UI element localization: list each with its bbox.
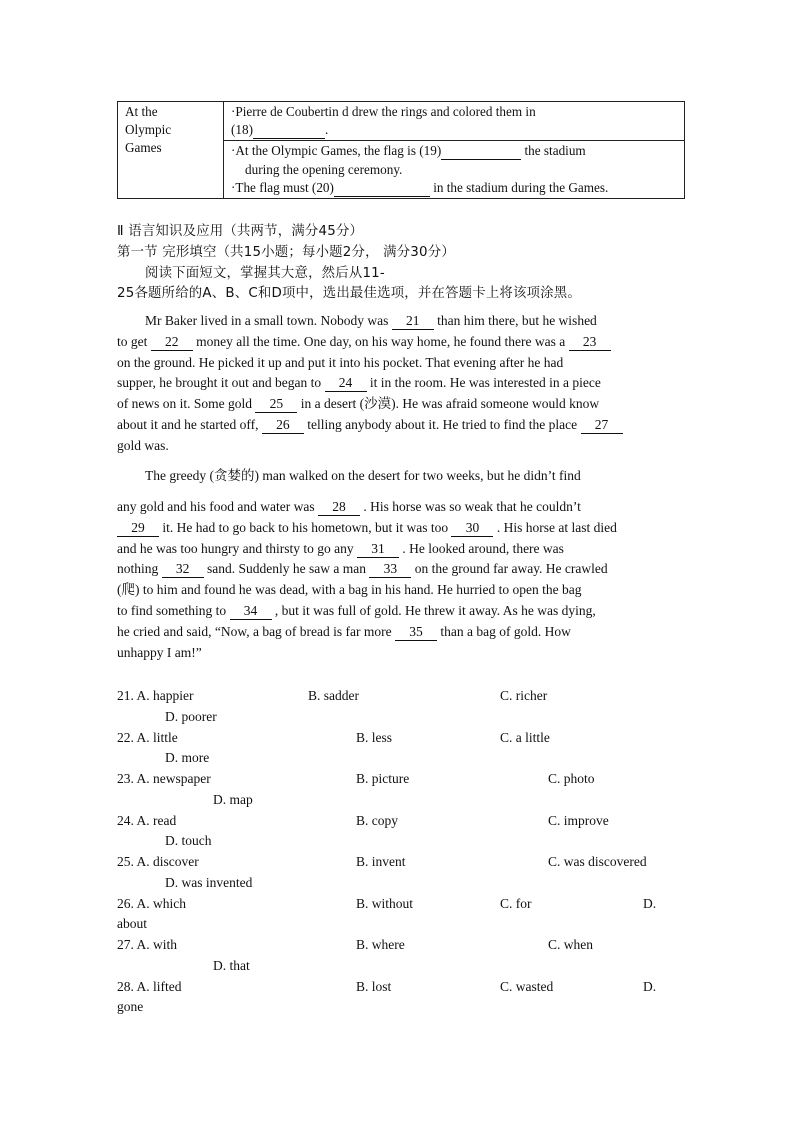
passage-text: in a desert (沙漠). He was afraid someone would know [297, 396, 600, 412]
cloze-blank[interactable]: 24 [325, 375, 367, 392]
row-text: the stadium [521, 143, 586, 159]
option-d[interactable]: D. was invented [165, 874, 253, 890]
passage-text: it. He had to go back to his hometown, but it was too [159, 519, 452, 535]
passage-text: . His horse at last died [493, 519, 617, 535]
passage-paragraph-2 [117, 497, 687, 663]
passage-text: of news on it. Some gold [117, 396, 256, 412]
cloze-blank[interactable]: 27 [581, 417, 623, 434]
label-line: Games [125, 140, 162, 156]
passage-text: money all the time. One day, on his way home, he found there was a [192, 333, 569, 349]
passage-text: , but it was full of gold. He threw it away. As he was dying, [271, 602, 596, 618]
passage-text: sand. Suddenly he saw a man [203, 561, 370, 577]
instruction-line: 阅读下面短文，掌握其大意，然后从11- [145, 265, 385, 281]
option-a[interactable]: 22. A. little [117, 729, 178, 745]
option-b[interactable]: B. without [356, 895, 414, 911]
section-heading: Ⅱ 语言知识及应用（共两节，满分45分） [117, 224, 364, 239]
option-b[interactable]: B. sadder [308, 688, 359, 703]
option-b[interactable]: B. copy [356, 812, 398, 828]
label-line: At the [125, 104, 158, 119]
cloze-blank[interactable]: 30 [451, 520, 493, 537]
row-text: in the stadium during the Games. [429, 179, 609, 195]
passage-text: than him there, but he wished [433, 313, 597, 328]
cloze-blank[interactable]: 25 [255, 396, 297, 413]
cloze-blank[interactable]: 28 [318, 499, 360, 516]
passage-line [117, 643, 687, 664]
option-d-text[interactable]: gone [117, 999, 144, 1015]
option-d[interactable]: D. [643, 895, 657, 911]
passage-line [117, 518, 687, 539]
answer-blank[interactable] [334, 180, 430, 197]
passage-text: Mr Baker lived in a small town. Nobody was [145, 313, 392, 328]
passage-text: any gold and his food and water was [117, 499, 318, 514]
option-d[interactable]: D. that [213, 957, 250, 973]
passage-line [117, 394, 687, 415]
option-b[interactable]: B. less [356, 729, 393, 745]
option-c[interactable]: C. wasted [500, 978, 554, 994]
passage-line [117, 436, 687, 457]
passage-line [117, 311, 687, 332]
passage-text: it in the room. He was interested in a piece [366, 375, 601, 391]
passage-text: than a bag of gold. How [437, 623, 571, 639]
option-b[interactable]: B. invent [356, 854, 406, 869]
passage-text: about it and he started off, [117, 416, 262, 432]
table-row-18 [224, 102, 685, 141]
passage-line [117, 539, 687, 560]
option-b[interactable]: B. picture [356, 771, 410, 786]
cloze-blank[interactable]: 32 [162, 561, 204, 578]
option-a[interactable]: 25. A. discover [117, 854, 199, 869]
option-c[interactable]: C. richer [500, 688, 548, 703]
question-row [117, 811, 687, 853]
passage-text: (爬) to him and found he was dead, with a bag in his hand. He hurried to open the bag [117, 582, 582, 598]
option-a[interactable]: 23. A. newspaper [117, 771, 211, 786]
passage-text: telling anybody about it. He tried to find the place [303, 416, 581, 432]
cloze-blank[interactable]: 29 [117, 520, 159, 537]
table-row-19-20 [224, 141, 685, 199]
row-text: during the opening ceremony. [245, 161, 403, 177]
passage-text: and he was too hungry and thirsty to go any [117, 540, 357, 556]
option-c[interactable]: C. when [548, 937, 593, 952]
row-text: ·Pierre de Coubertin d drew the rings and colored them in [231, 104, 536, 119]
question-row [117, 977, 687, 1019]
option-c[interactable]: C. a little [500, 729, 550, 745]
option-a[interactable]: 28. A. lifted [117, 978, 182, 994]
blank-number: (18) [231, 122, 253, 138]
question-row [117, 728, 687, 770]
punct: . [324, 122, 329, 138]
option-d[interactable]: D. touch [165, 833, 212, 849]
passage-line [117, 580, 687, 601]
option-a[interactable]: 26. A. which [117, 895, 186, 911]
passage-text: . He looked around, there was [398, 540, 564, 556]
question-options [117, 686, 687, 1018]
section-header [117, 222, 687, 305]
option-d[interactable]: D. [643, 978, 657, 994]
passage-text: on the ground. He picked it up and put it into his pocket. That evening after he had [117, 354, 564, 370]
passage-text: he cried and said, “Now, a bag of bread is far more [117, 623, 396, 639]
passage-text: unhappy I am!” [117, 644, 202, 660]
passage-line [117, 415, 687, 436]
passage-text: nothing [117, 561, 162, 577]
cloze-blank[interactable]: 21 [392, 313, 434, 330]
option-c[interactable]: C. was discovered [548, 854, 647, 869]
passage-line [117, 601, 687, 622]
row-text: ·At the Olympic Games, the flag is (19) [231, 143, 442, 159]
option-c[interactable]: C. for [500, 895, 532, 911]
option-a[interactable]: 27. A. with [117, 937, 178, 952]
cloze-blank[interactable]: 26 [262, 417, 304, 434]
instruction-line: 25各题所给的A、B、C和D项中，选出最佳选项，并在答题卡上将该项涂黑。 [117, 286, 581, 302]
passage-paragraph-1 [117, 311, 687, 457]
passage-line [117, 559, 687, 580]
option-b[interactable]: B. where [356, 937, 405, 952]
question-row [117, 852, 687, 894]
passage-line [117, 332, 687, 353]
section-subheading: 第一节 完形填空（共15小题；每小题2分， 满分30分） [117, 244, 455, 260]
passage-line [117, 497, 687, 518]
option-d-text[interactable]: about [117, 916, 147, 932]
cloze-blank[interactable]: 23 [569, 334, 611, 351]
passage-paragraph-2-first [117, 466, 687, 487]
passage-text: gold was. [117, 437, 169, 453]
question-row [117, 769, 687, 811]
label-line: Olympic [125, 122, 172, 138]
answer-blank[interactable] [253, 122, 325, 139]
option-d[interactable]: D. map [213, 791, 253, 807]
option-d[interactable]: D. poorer [165, 708, 217, 724]
passage-line [117, 622, 687, 643]
question-row [117, 686, 687, 728]
question-row [117, 894, 687, 936]
option-a[interactable]: 24. A. read [117, 812, 177, 828]
option-a[interactable]: 21. A. happier [117, 688, 194, 703]
question-row [117, 935, 687, 977]
cloze-blank[interactable]: 31 [357, 541, 399, 558]
cloze-blank[interactable]: 33 [369, 561, 411, 578]
cloze-blank[interactable]: 22 [151, 334, 193, 351]
passage-text: to get [117, 333, 151, 349]
passage-text: supper, he brought it out and began to [117, 375, 325, 391]
olympic-info-table [117, 101, 685, 199]
row-text: ·The flag must (20) [231, 179, 334, 195]
option-d[interactable]: D. more [165, 750, 210, 766]
passage-line [117, 353, 687, 374]
passage-line: The greedy (贪婪的) man walked on the desert for two weeks, but he didn’t find [145, 468, 581, 483]
passage-text: . His horse was so weak that he couldn’t [359, 499, 581, 514]
cloze-blank[interactable]: 35 [395, 624, 437, 641]
passage-text: on the ground far away. He crawled [411, 561, 608, 577]
option-c[interactable]: C. photo [548, 771, 595, 786]
option-b[interactable]: B. lost [356, 978, 392, 994]
passage-line [117, 373, 687, 394]
passage-text: to find something to [117, 602, 230, 618]
table-left-label [118, 102, 224, 199]
cloze-blank[interactable]: 34 [230, 603, 272, 620]
answer-blank[interactable] [441, 143, 521, 160]
option-c[interactable]: C. improve [548, 812, 609, 828]
